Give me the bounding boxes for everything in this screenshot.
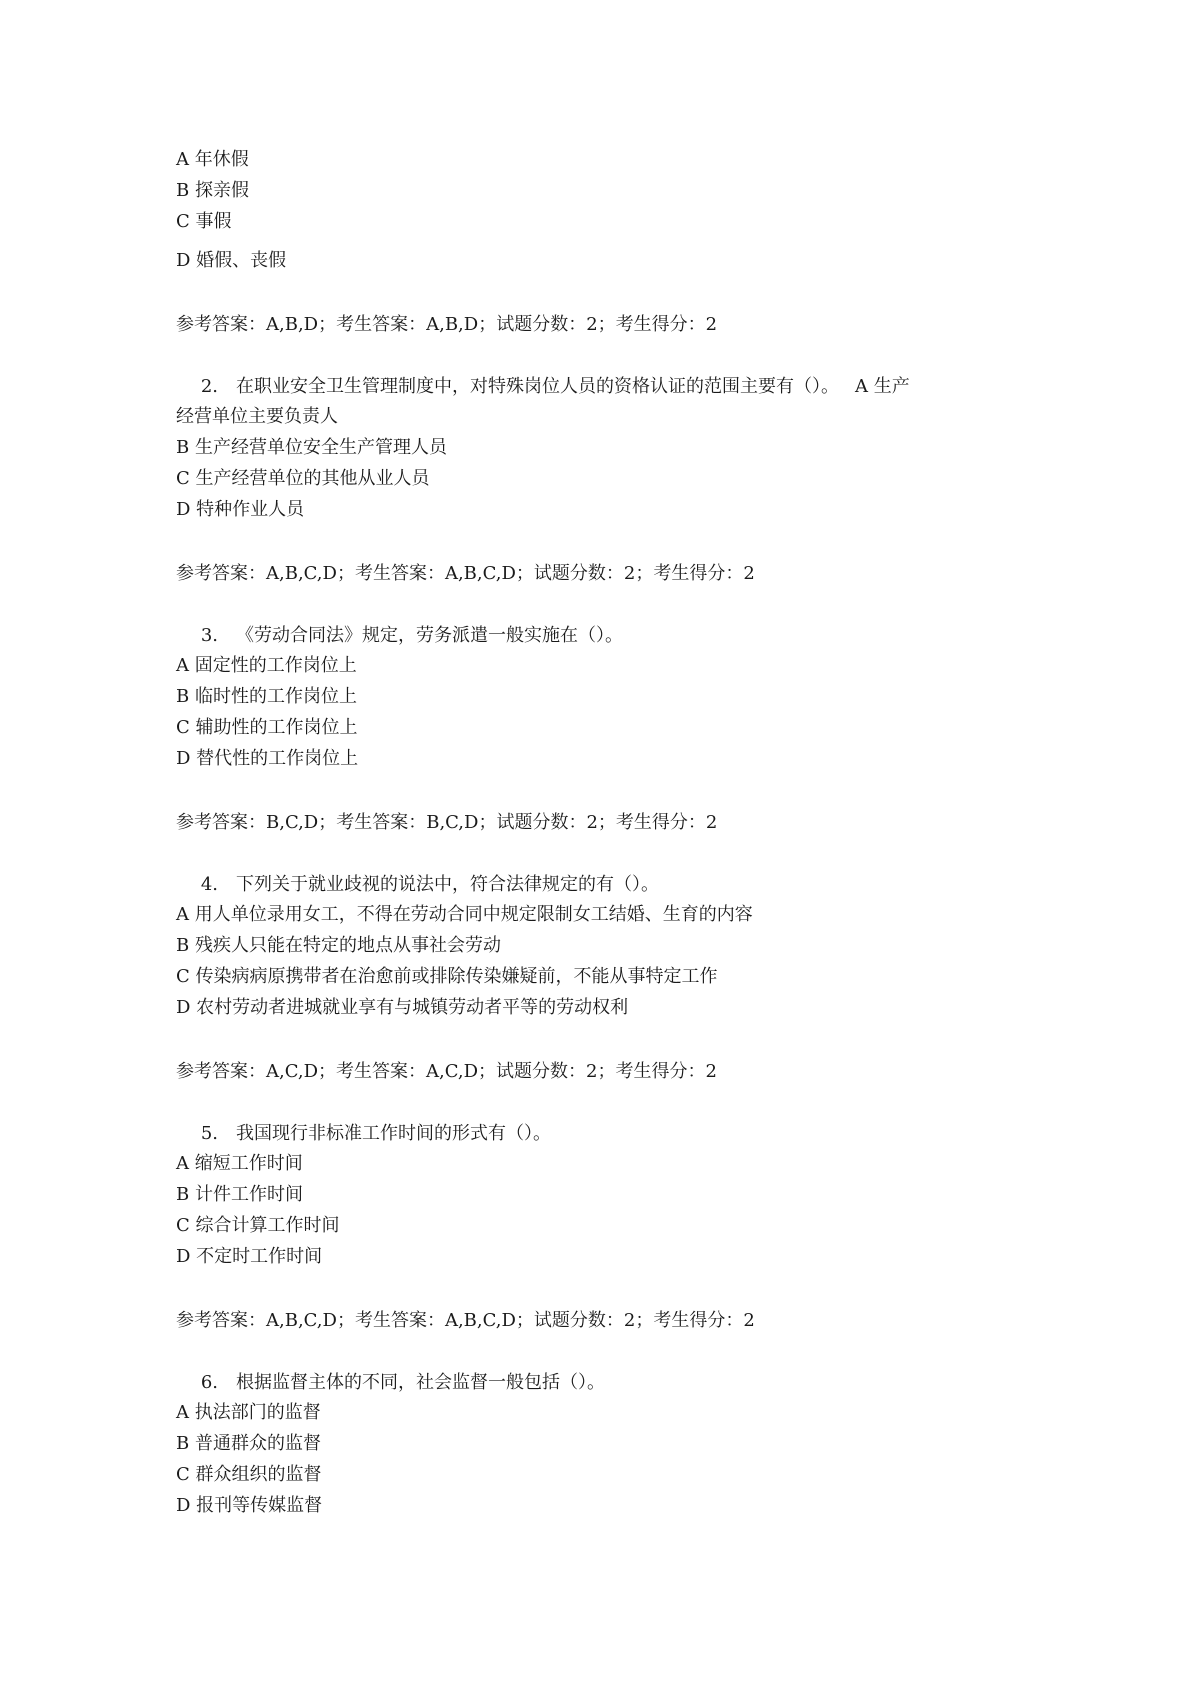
question-number: 5. (200, 1123, 218, 1144)
answer-line: 参考答案：A,B,D；考生答案：A,B,D；试题分数：2；考生得分：2 (176, 314, 718, 335)
answer-line: 参考答案：A,B,C,D；考生答案：A,B,C,D；试题分数：2；考生得分：2 (176, 563, 755, 584)
question-3 (176, 624, 623, 648)
option-b: B 残疾人只能在特定的地点从事社会劳动 (176, 935, 501, 956)
question-number: 2. (200, 376, 218, 397)
option-a: A 执法部门的监督 (176, 1402, 321, 1423)
question-2 (176, 375, 910, 399)
option-b: B 生产经营单位安全生产管理人员 (176, 437, 447, 458)
option-c: C 群众组织的监督 (176, 1464, 322, 1485)
option-c: C 生产经营单位的其他从业人员 (176, 468, 430, 489)
option-d: D 替代性的工作岗位上 (176, 748, 359, 769)
answer-line: 参考答案：A,C,D；考生答案：A,C,D；试题分数：2；考生得分：2 (176, 1061, 717, 1082)
option-c: C 综合计算工作时间 (176, 1215, 340, 1236)
option-b: B 计件工作时间 (176, 1184, 303, 1205)
question-text: 我国现行非标准工作时间的形式有（）。 (236, 1123, 551, 1144)
option-c: C 事假 (176, 211, 232, 232)
option-a: A 用人单位录用女工，不得在劳动合同中规定限制女工结婚、生育的内容 (176, 904, 753, 925)
option-b: B 探亲假 (176, 180, 249, 201)
question-6 (176, 1371, 605, 1395)
question-number: 6. (200, 1372, 218, 1393)
option-c: C 辅助性的工作岗位上 (176, 717, 358, 738)
option-c: C 传染病病原携带者在治愈前或排除传染嫌疑前，不能从事特定工作 (176, 966, 718, 987)
option-b: B 临时性的工作岗位上 (176, 686, 357, 707)
question-text: 在职业安全卫生管理制度中，对特殊岗位人员的资格认证的范围主要有（）。 (236, 376, 839, 397)
option-d: D 婚假、丧假 (176, 250, 287, 271)
question-number: 3. (200, 625, 218, 646)
option-a-continuation: 经营单位主要负责人 (176, 406, 338, 427)
option-a: A 缩短工作时间 (176, 1153, 303, 1174)
option-a: A 生产 (855, 376, 910, 397)
question-5 (176, 1122, 551, 1146)
option-a: A 年休假 (176, 149, 249, 170)
question-text: 下列关于就业歧视的说法中，符合法律规定的有（）。 (236, 874, 659, 895)
option-a: A 固定性的工作岗位上 (176, 655, 357, 676)
option-d: D 报刊等传媒监督 (176, 1495, 323, 1516)
option-b: B 普通群众的监督 (176, 1433, 321, 1454)
answer-line: 参考答案：A,B,C,D；考生答案：A,B,C,D；试题分数：2；考生得分：2 (176, 1310, 755, 1331)
option-d: D 不定时工作时间 (176, 1246, 323, 1267)
question-4 (176, 873, 659, 897)
option-d: D 农村劳动者进城就业享有与城镇劳动者平等的劳动权利 (176, 997, 629, 1018)
answer-line: 参考答案：B,C,D；考生答案：B,C,D；试题分数：2；考生得分：2 (176, 812, 718, 833)
question-text: 《劳动合同法》规定，劳务派遣一般实施在（）。 (236, 625, 623, 646)
question-number: 4. (200, 874, 218, 895)
option-d: D 特种作业人员 (176, 499, 305, 520)
question-text: 根据监督主体的不同，社会监督一般包括（）。 (236, 1372, 605, 1393)
